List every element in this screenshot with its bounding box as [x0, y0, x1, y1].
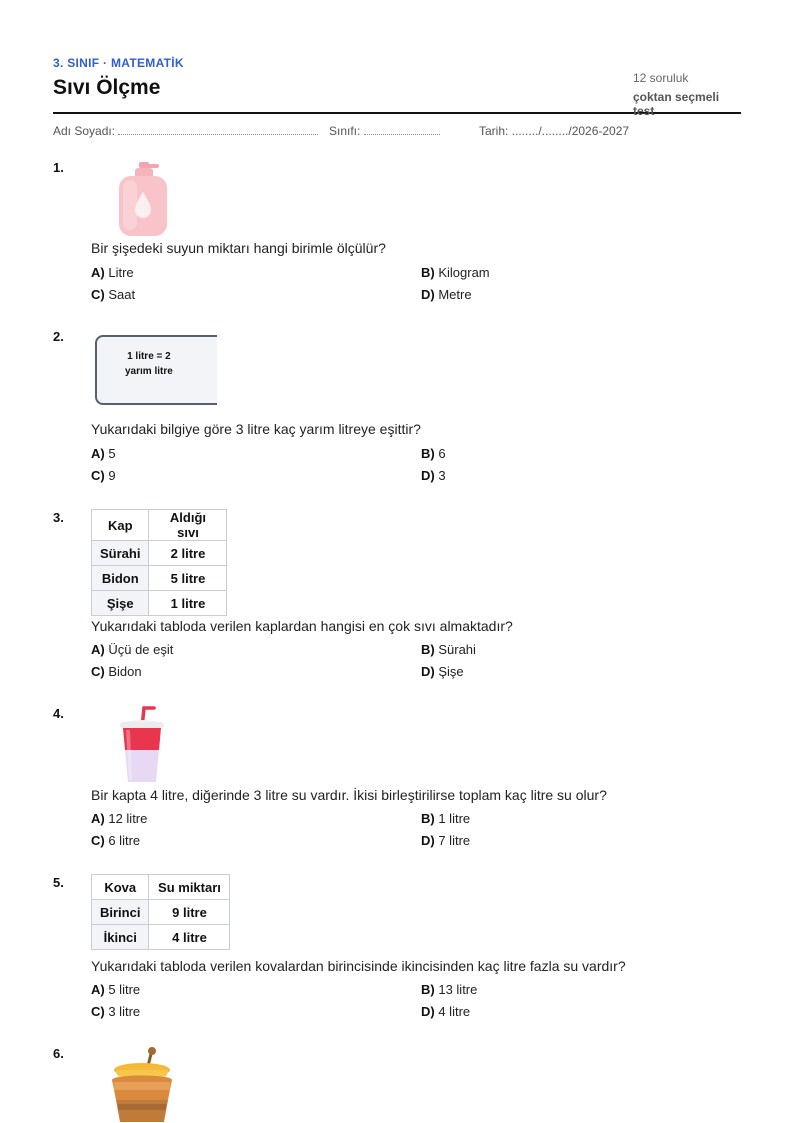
option-text: Bidon [108, 664, 142, 679]
option-a[interactable] [91, 642, 173, 657]
info-line: 1 litre = 2 [127, 351, 171, 362]
option-text: Saat [108, 287, 136, 302]
test-meta [633, 71, 741, 118]
table-header: Su miktarı [149, 875, 230, 900]
option-letter: D) [421, 833, 435, 848]
option-c[interactable] [91, 1004, 140, 1019]
class-blank [364, 125, 440, 135]
option-letter: C) [91, 664, 105, 679]
date-label: Tarih: ......../......../2026-2027 [479, 124, 630, 138]
table-cell: 5 litre [149, 566, 227, 591]
option-text: 7 litre [438, 833, 471, 848]
option-text: 3 litre [108, 1004, 141, 1019]
cup-with-straw-icon [114, 706, 170, 786]
option-text: 12 litre [108, 811, 148, 826]
table-cell: Şişe [92, 591, 149, 616]
option-d[interactable] [421, 664, 464, 679]
table-header-row [92, 875, 230, 900]
name-blank [118, 125, 318, 135]
table-cell: Birinci [92, 900, 149, 925]
table-row [92, 541, 227, 566]
worksheet-header [53, 56, 741, 118]
option-letter: B) [421, 446, 435, 461]
table-cell: Sürahi [92, 541, 149, 566]
question-text: Yukarıdaki bilgiye göre 3 litre kaç yarım litreye eşittir? [91, 421, 421, 437]
name-field[interactable] [53, 124, 318, 138]
option-letter: C) [91, 468, 105, 483]
option-b[interactable] [421, 642, 476, 657]
option-d[interactable] [421, 287, 472, 302]
option-text: 3 [438, 468, 446, 483]
option-text: Sürahi [438, 642, 476, 657]
option-b[interactable] [421, 265, 490, 280]
option-a[interactable] [91, 446, 116, 461]
table-header: Kap [92, 510, 149, 541]
grade-subject-label: 3. SINIF · MATEMATİK [53, 56, 184, 70]
option-c[interactable] [91, 833, 140, 848]
option-d[interactable] [421, 833, 470, 848]
question-number: 2. [53, 329, 64, 344]
option-c[interactable] [91, 664, 142, 679]
option-letter: B) [421, 982, 435, 997]
option-text: 9 [108, 468, 116, 483]
option-letter: A) [91, 265, 105, 280]
option-letter: D) [421, 664, 435, 679]
option-letter: B) [421, 642, 435, 657]
table-header: Aldığı sıvı [149, 510, 227, 541]
option-letter: C) [91, 287, 105, 302]
question-number: 3. [53, 510, 64, 525]
option-c[interactable] [91, 468, 116, 483]
option-text: 4 litre [438, 1004, 471, 1019]
table-cell: 1 litre [149, 591, 227, 616]
table-row [92, 925, 230, 950]
option-text: 13 litre [438, 982, 478, 997]
table-header-row [92, 510, 227, 541]
table-header: Kova [92, 875, 149, 900]
lotion-bottle-icon [115, 160, 171, 238]
option-text: 6 [438, 446, 446, 461]
table-cell: Bidon [92, 566, 149, 591]
data-table [91, 874, 230, 950]
option-a[interactable] [91, 265, 134, 280]
option-letter: D) [421, 287, 435, 302]
option-letter: A) [91, 811, 105, 826]
table-cell: İkinci [92, 925, 149, 950]
question-count: 12 soruluk [633, 71, 689, 85]
option-b[interactable] [421, 982, 477, 997]
option-letter: C) [91, 833, 105, 848]
option-text: Şişe [438, 664, 464, 679]
table-cell: 2 litre [149, 541, 227, 566]
table-row [92, 900, 230, 925]
option-letter: D) [421, 1004, 435, 1019]
option-text: Metre [438, 287, 472, 302]
option-letter: A) [91, 982, 105, 997]
table-row [92, 566, 227, 591]
class-label: Sınıfı: [329, 124, 361, 138]
option-text: 5 litre [108, 982, 141, 997]
name-label: Adı Soyadı: [53, 124, 116, 138]
honey-pot-icon [106, 1046, 178, 1123]
option-c[interactable] [91, 287, 135, 302]
option-text: 6 litre [108, 833, 141, 848]
date-field[interactable] [479, 124, 629, 138]
option-text: 5 [108, 446, 116, 461]
option-text: Kilogram [438, 265, 490, 280]
question-number: 5. [53, 875, 64, 890]
option-a[interactable] [91, 811, 147, 826]
info-box-text [125, 349, 173, 379]
question-text: Bir şişedeki suyun miktarı hangi birimle ölçülür? [91, 240, 386, 256]
option-b[interactable] [421, 446, 446, 461]
question-number: 4. [53, 706, 64, 721]
table-row [92, 591, 227, 616]
question-number: 1. [53, 160, 64, 175]
option-letter: A) [91, 446, 105, 461]
option-text: 1 litre [438, 811, 471, 826]
info-line: yarım litre [125, 366, 173, 377]
data-table [91, 509, 227, 616]
page-title: Sıvı Ölçme [53, 76, 161, 99]
test-type: çoktan seçmeli test [633, 90, 720, 118]
option-text: Üçü de eşit [108, 642, 174, 657]
option-letter: C) [91, 1004, 105, 1019]
info-box [95, 335, 217, 405]
option-d[interactable] [421, 1004, 470, 1019]
option-letter: D) [421, 468, 435, 483]
option-letter: B) [421, 265, 435, 280]
option-a[interactable] [91, 982, 140, 997]
option-b[interactable] [421, 811, 470, 826]
option-letter: B) [421, 811, 435, 826]
table-cell: 4 litre [149, 925, 230, 950]
option-d[interactable] [421, 468, 446, 483]
question-number: 6. [53, 1046, 64, 1061]
question-text: Yukarıdaki tabloda verilen kovalardan birincisinde ikincisinden kaç litre fazla su vardır? [91, 958, 626, 974]
table-cell: 9 litre [149, 900, 230, 925]
question-text: Yukarıdaki tabloda verilen kaplardan hangisi en çok sıvı almaktadır? [91, 618, 513, 634]
option-text: Litre [108, 265, 134, 280]
question-text: Bir kapta 4 litre, diğerinde 3 litre su vardır. İkisi birleştirilirse toplam kaç litre su olur? [91, 787, 607, 803]
option-letter: A) [91, 642, 105, 657]
class-field[interactable] [329, 124, 440, 138]
